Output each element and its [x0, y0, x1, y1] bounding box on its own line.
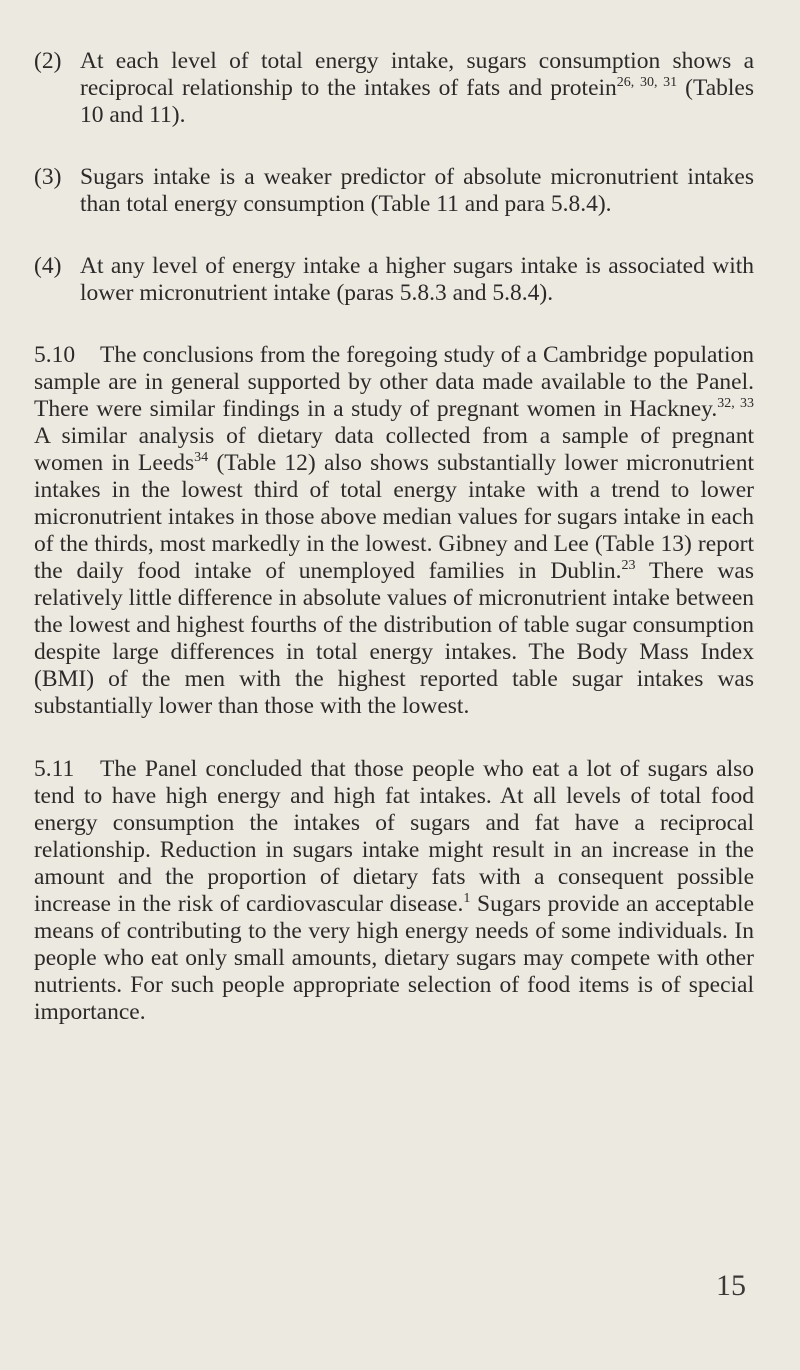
footnote-ref: 34 [194, 450, 209, 465]
list-item-2 [34, 48, 754, 129]
list-item-number: (2) [34, 48, 62, 74]
footnote-ref: 23 [621, 558, 636, 573]
paragraph-5-10: 5.10 The conclusions from the foregoing study of a Cambridge population sample are in general supported by other data made available to the Panel. There were similar findings in a study of pregnant women in Hackney.$^{32, 33}$ A similar analysis of dietary data collected from a sample of pregnant women in Leeds$^{34}$ (Table 12) also shows substantially lower micronutrient intakes in the lowest third of total energy intake with a trend to lower micronutrient intakes in those above median values for sugars intake in each of the thirds, most markedly in the lowest. Gibney and Lee (Table 13) report the daily food intake of unemployed families in Dublin.$^{23}$ There was relatively little difference in absolute values of micronutrient intake between the lowest and highest fourths of the distribution of table sugar consumption despite large differences in total energy intakes. The Body Mass Index (BMI) of the men with the highest reported table sugar intakes was substantially lower than those with the lowest. [34, 342, 755, 719]
list-item-text: Sugars intake is a weaker predictor of absolute micronutrient intakes than total energy consumption (Table 11 and para 5.8.4). [80, 164, 754, 217]
footnote-ref: 26, 30, 31 [616, 75, 678, 90]
paragraph-number: 5.11 [34, 756, 75, 782]
list-item-4 [34, 253, 754, 307]
page-number: 15 [716, 1269, 746, 1302]
paragraph-number: 5.10 [34, 342, 76, 368]
list-item-number: (4) [34, 253, 62, 279]
footnote-ref: 1 [463, 891, 471, 906]
list-item-number: (3) [34, 164, 62, 190]
list-item-text: At each level of total energy intake, sugars consumption shows a reciprocal relationship to the intakes of fats and protein$^{26, 30, 31}$ (Tables 10 and 11). [80, 48, 755, 128]
list-item-text: At any level of energy intake a higher sugars intake is associated with lower micronutrient intake (paras 5.8.3 and 5.8.4). [80, 253, 754, 306]
paragraph-5-11: 5.11 The Panel concluded that those people who eat a lot of sugars also tend to have high energy and high fat intakes. At all levels of total food energy consumption the intakes of sugars and fat have a reciprocal relationship. Reduction in sugars intake might result in an increase in the amount and the proportion of dietary fats with a consequent possible increase in the risk of cardiovascular disease.$^1$ Sugars provide an acceptable means of contributing to the very high energy needs of some individuals. In people who eat only small amounts, dietary sugars may compete with other nutrients. For such people appropriate selection of food items is of special importance. [34, 756, 755, 1025]
footnote-ref: 32, 33 [717, 396, 755, 411]
list-item-3 [34, 164, 754, 218]
